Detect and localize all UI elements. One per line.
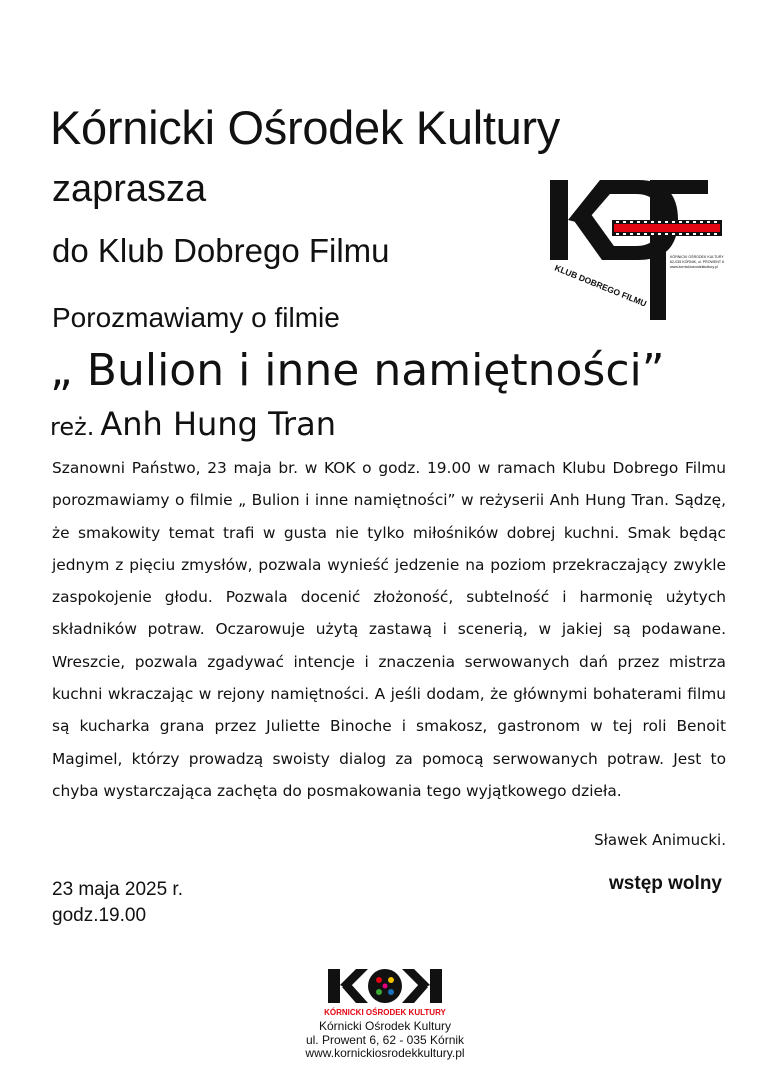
kok-letter-o-icon [368,969,402,1003]
event-datetime [52,877,183,929]
film-strip-icon [612,220,722,236]
director-line [50,405,336,443]
footer [235,965,535,1061]
kdf-logo [540,172,730,327]
kdf-small-text-2: 62-035 KÓRNIK, ul. PROWENT 6 [670,260,725,264]
club-name-text: do Klub Dobrego Filmu [52,232,390,269]
free-entry-text: wstęp wolny [609,873,722,894]
event-date: 23 maja 2025 r. [52,879,183,900]
footer-address: ul. Prowent 6, 62 - 035 Kórnik [305,1032,465,1047]
footer-org: Kórnicki Ośrodek Kultury [318,1019,452,1033]
kok-logo-caption: KÓRNICKI OŚRODEK KULTURY [324,1008,446,1017]
invites-text: zaprasza [52,168,207,210]
footer-website[interactable]: www.kornickiosrodekkultury.pl [305,1046,465,1060]
kok-letter-k-right [402,969,442,1003]
kok-logo [320,965,450,1020]
page-title: Kórnicki Ośrodek Kultury [50,101,560,154]
kdf-letter-f [650,180,708,320]
kdf-small-text-1: KÓRNICKI OŚRODEK KULTURY [670,255,724,259]
body-paragraph: Szanowni Państwo, 23 maja br. w KOK o godz. 19.00 w ramach Klubu Dobrego Filmu porozmawiamy o filmie „ Bulion i inne namiętności” w reżyserii Anh Hung Tran. Sądzę, że smakowity temat trafi w gusta nie tylko miłośników dobrej kuchni. Smak będąc jednym z pięciu zmysłów, pozwala wynieść jedzenie na poziom przekraczający zwykle zaspokojenie głodu. Pozwala docenić złożoność, subtelność i harmonię użytych składników potraw. Oczarowuje użytą zastawą i scenerią, w jakiej są podawane. Wreszcie, pozwala zgadywać intencje i znaczenia serwowanych dań przez mistrza kuchni wkraczając w rejony namiętności. A jeśli dodam, że głównymi bohaterami filmu są kucharka grana przez Juliette Binoche i smakosz, gastronom w tej roli Benoit Magimel, którzy prowadzą swoisty dialog za pomocą serwowanych potraw. Jest to chyba wystarczająca zachęta do posmakowania tego wyjątkowego dzieła. [52,459,726,800]
talk-intro-text: Porozmawiamy o filmie [52,302,340,333]
kok-letter-k-left [328,969,368,1003]
kdf-small-text-3: www.kornickiosrodekkultury.pl [670,265,718,269]
director-name: Anh Hung Tran [100,405,336,443]
signature: Sławek Animucki. [594,831,726,849]
film-title: „ Bulion i inne namiętności” [50,345,665,396]
kdf-caption: KLUB DOBREGO FILMU [553,262,649,309]
director-label: reż. [50,413,95,441]
event-time: godz.19.00 [52,905,147,926]
body-paragraph-container [52,452,726,807]
